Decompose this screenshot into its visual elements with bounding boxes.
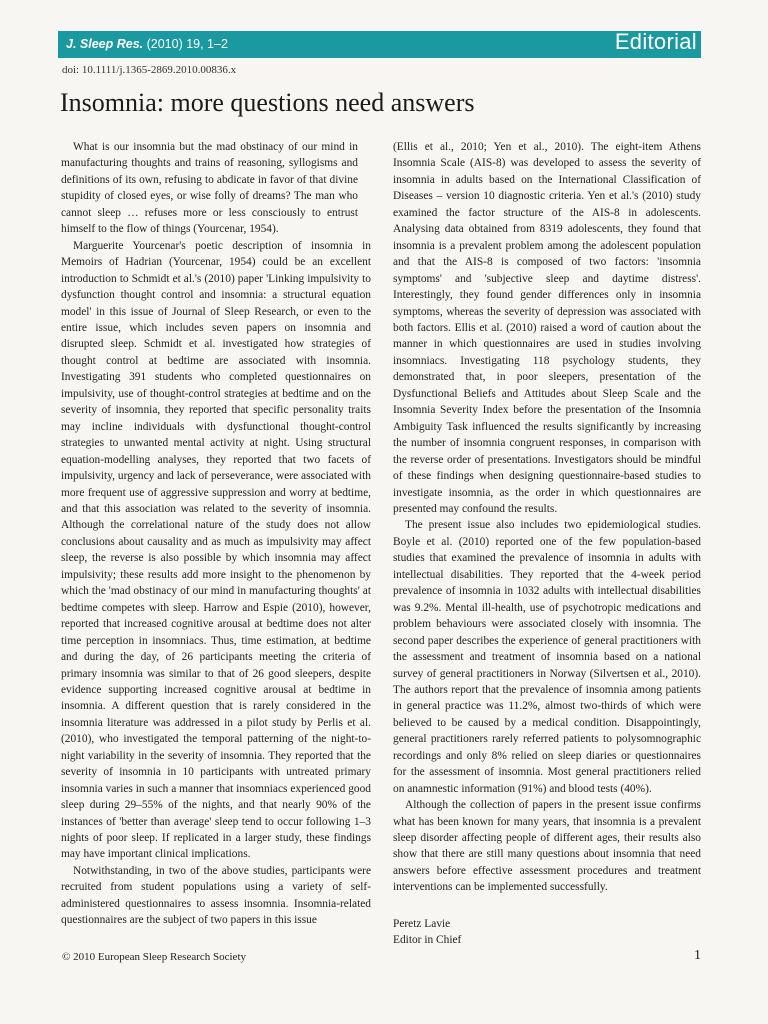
paragraph: Although the collection of papers in the present issue confirms what has been known for many years, that insomnia is a prevalent sleep disorder affecting people of different ages, their results also show that there are still many questions about insomnia that need answers before effective assessment procedures and treatment interventions can be implemented successfully. [393,799,701,894]
author-name: Peretz Lavie [393,917,451,930]
journal-citation [66,37,228,51]
epigraph-quote: What is our insomnia but the mad obstinacy of our mind in manufacturing thoughts and trains of reasoning, syllogisms and definitions of its own, refusing to abdicate in favor of that divine stupidity of closed eyes, or wise folly of dreams? The man who cannot sleep … refuses more or less consciously to entrust himself to the flow of things (Yourcenar, 1954). [61,141,358,236]
left-column [61,139,371,929]
author-role: Editor in Chief [393,933,462,946]
journal-name: J. Sleep Res. [66,37,144,51]
paragraph: (Ellis et al., 2010; Yen et al., 2010). The eight-item Athens Insomnia Scale (AIS-8) was developed to assess the severity of insomnia in adults based on the International Classification of Diseases – version 10 diagnostic criteria. Yen et al.'s (2010) study examined the factor structure of the AIS-8 in adolescents. Analysing data obtained from 8319 adolescents, they found that insomnia is a prevalent problem among the adolescent population and that the AIS-8 is composed of two factors: 'insomnia symptoms' and 'subjective sleep and daytime distress'. Interestingly, they found gender differences only in insomnia symptoms, whereas the severity of depression was associated with both factors. Ellis et al. (2010) raised a word of caution about the manner in which questionnaires are used in studies involving insomniacs. Investigating 118 psychology students, they demonstrated that, in poor sleepers, presentation of the Dysfunctional Beliefs and Attitudes about Sleep Scale and the Insomnia Severity Index before the presentation of the Insomnia Ambiguity Task influenced the results significantly by increasing the number of insomnia congruent responses, in comparison with the reverse order of presentations. Investigators should be mindful of these findings when designing questionnaire-based studies to investigate insomnia, as the order in which questionnaires are presented may confound the results. [393,141,701,515]
paragraph: Marguerite Yourcenar's poetic description of insomnia in Memoirs of Hadrian (Yourcenar, 1954) could be an excellent introduction to Schmidt et al.'s (2010) paper 'Linking impulsivity to dysfunction thought control and insomnia: a structural equation model' in this issue of Journal of Sleep Research, or even to the entire issue, which includes seven papers on insomnia and disrupted sleep. Schmidt et al. investigated how strategies of thought control at bedtime are associated with insomnia. Investigating 391 students who completed questionnaires on impulsivity, use of thought-control strategies at bedtime and on the severity of insomnia, they reported that specific personality traits may incline individuals with dysfunctional thought-control strategies to unwanted mental activity at night. Using structural equation-modelling analyses, they reported that two facets of impulsivity, urgency and lack of perseverance, were associated with more frequent use of aggressive suppression and worry at bedtime, and that this association was related to the severity of insomnia. Although the correlational nature of the study does not allow conclusions about causality and as much as impulsivity may affect sleep, the reverse is also possible by which insomnia may affect impulsivity; these results add more insight to the phenomenon by which the 'mad obstinacy of our mind in manufacturing thoughts' at bedtime competes with sleep. Harrow and Espie (2010), however, reported that increased cognitive arousal at bedtime does not alter time perception in insomniacs. Thus, time estimation, at bedtime and during the day, of 26 participants meeting the criteria of primary insomnia was similar to that of 26 good sleepers, despite evidence supporting increased cognitive arousal at bedtime in insomnia. A different question that is rarely considered in the insomnia literature was addressed in a pilot study by Perlis et al. (2010), who investigated the temporal patterning of the night-to-night variability in the severity of insomnia. They reported that the severity of insomnia in 10 participants with untreated primary insomnia varies in such a manner that insomniacs experienced good sleep during 29–55% of the nights, and that nearly 90% of the instances of 'better than average' sleep tend to occur following 1–3 nights of poor sleep. If replicated in a larger study, these findings may have important clinical implications. [61,239,371,861]
doi-link[interactable]: doi: 10.1111/j.1365-2869.2010.00836.x [62,64,237,76]
page-number: 1 [694,948,701,963]
article-title: Insomnia: more questions need answers [60,88,475,117]
journal-issue: (2010) 19, 1–2 [143,37,228,51]
right-column [393,139,701,948]
journal-banner [58,31,701,58]
copyright: © 2010 European Sleep Research Society [62,951,246,963]
signature [393,916,701,948]
paragraph: Notwithstanding, in two of the above studies, participants were recruited from student populations using a variety of self-administered questionnaires to assess insomnia. Insomnia-related questionnaires are the subject of two papers in this issue [61,864,371,927]
paragraph: The present issue also includes two epidemiological studies. Boyle et al. (2010) reported one of the few population-based studies that examined the prevalence of insomnia in adults with intellectual disabilities. They reported that the 4-week period prevalence of insomnia in 1032 adults with intellectual disabilities was 9.2%. Mental ill-health, use of psychotropic medications and problem behaviours were associated closely with insomnia. The second paper describes the experience of general practitioners with the assessment and treatment of insomnia based on a national survey of general practitioners in Norway (Silvertsen et al., 2010). The authors report that the prevalence of insomnia among patients in general practice was 11.2%, almost two-thirds of which were believed to be caused by a medical condition. Disappointingly, general practitioners rarely referred patients to polysomnographic recordings and only 8% relied on sleep diaries or questionnaires for the assessment of insomnia. Most general practitioners relied on anamnestic information (91%) and blood tests (40%). [393,519,701,795]
section-label: Editorial [614,29,697,54]
